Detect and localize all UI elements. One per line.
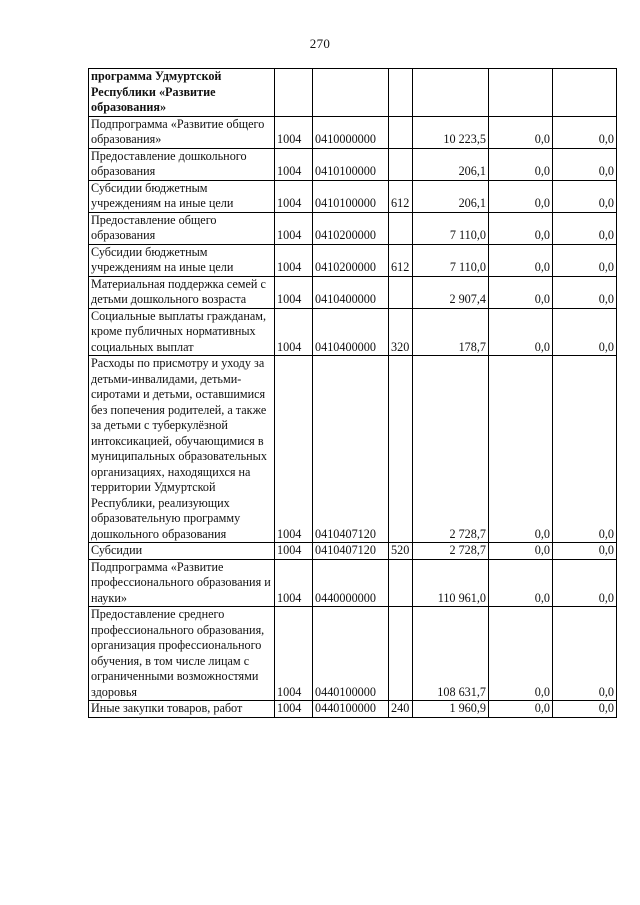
row-section-cell: 1004	[275, 244, 313, 276]
row-target-cell: 0410100000	[313, 180, 389, 212]
row-section-cell: 1004	[275, 148, 313, 180]
row-section-cell: 1004	[275, 543, 313, 560]
row-amount-1-cell	[413, 69, 489, 117]
row-section-cell: 1004	[275, 356, 313, 543]
row-amount-2-cell: 0,0	[489, 559, 553, 607]
row-section-cell: 1004	[275, 212, 313, 244]
row-amount-2-cell: 0,0	[489, 180, 553, 212]
row-amount-1-cell: 178,7	[413, 308, 489, 356]
row-amount-3-cell: 0,0	[553, 356, 617, 543]
row-name-cell: Расходы по присмотру и уходу за детьми-инвалидами, детьми-сиротами и детьми, оставшимися без попечения родителей, а также за детьми с туберкулёзной интоксикацией, обучающимися в муниципальных образовательных организациях, находящихся на территории Удмуртской Республики, реализующих образовательную программу дошкольного образования	[89, 356, 275, 543]
row-section-cell: 1004	[275, 701, 313, 718]
row-name-cell: Предоставление общего образования	[89, 212, 275, 244]
row-amount-3-cell: 0,0	[553, 116, 617, 148]
row-target-cell: 0410200000	[313, 212, 389, 244]
row-name-cell: Иные закупки товаров, работ	[89, 701, 275, 718]
row-kind-cell	[389, 116, 413, 148]
row-amount-3-cell: 0,0	[553, 559, 617, 607]
row-amount-1-cell: 1 960,9	[413, 701, 489, 718]
row-amount-1-cell: 2 907,4	[413, 276, 489, 308]
row-section-cell: 1004	[275, 276, 313, 308]
row-section-cell: 1004	[275, 559, 313, 607]
row-name-cell: Субсидии	[89, 543, 275, 560]
row-amount-2-cell	[489, 69, 553, 117]
table-row	[89, 543, 617, 560]
table-row	[89, 212, 617, 244]
row-amount-3-cell: 0,0	[553, 276, 617, 308]
row-target-cell: 0410400000	[313, 308, 389, 356]
row-amount-2-cell: 0,0	[489, 148, 553, 180]
row-amount-1-cell: 2 728,7	[413, 543, 489, 560]
row-section-cell: 1004	[275, 116, 313, 148]
row-kind-cell: 612	[389, 180, 413, 212]
row-amount-1-cell: 7 110,0	[413, 244, 489, 276]
row-name-cell: Предоставление среднего профессионального образования, организация профессионального обучения, в том числе лицам с ограниченными возможностями здоровья	[89, 607, 275, 701]
table-row	[89, 701, 617, 718]
row-section-cell: 1004	[275, 607, 313, 701]
budget-table	[88, 68, 617, 718]
table-row	[89, 276, 617, 308]
row-name-cell: Материальная поддержка семей с детьми дошкольного возраста	[89, 276, 275, 308]
row-target-cell	[313, 69, 389, 117]
row-target-cell: 0410000000	[313, 116, 389, 148]
row-amount-2-cell: 0,0	[489, 244, 553, 276]
row-kind-cell	[389, 356, 413, 543]
row-kind-cell	[389, 212, 413, 244]
row-name-cell: Субсидии бюджетным учреждениям на иные цели	[89, 244, 275, 276]
row-amount-2-cell: 0,0	[489, 276, 553, 308]
row-section-cell: 1004	[275, 308, 313, 356]
row-kind-cell: 320	[389, 308, 413, 356]
row-name-cell: Подпрограмма «Развитие общего образования»	[89, 116, 275, 148]
row-amount-2-cell: 0,0	[489, 116, 553, 148]
table-row	[89, 148, 617, 180]
row-name-cell: Подпрограмма «Развитие профессионального образования и науки»	[89, 559, 275, 607]
row-amount-1-cell: 10 223,5	[413, 116, 489, 148]
row-amount-3-cell: 0,0	[553, 701, 617, 718]
row-amount-2-cell: 0,0	[489, 701, 553, 718]
table-row	[89, 308, 617, 356]
row-amount-1-cell: 206,1	[413, 148, 489, 180]
row-amount-3-cell: 0,0	[553, 244, 617, 276]
table-row	[89, 607, 617, 701]
row-amount-2-cell: 0,0	[489, 607, 553, 701]
row-amount-3-cell	[553, 69, 617, 117]
row-section-cell	[275, 69, 313, 117]
row-amount-1-cell: 2 728,7	[413, 356, 489, 543]
row-kind-cell	[389, 276, 413, 308]
row-amount-3-cell: 0,0	[553, 543, 617, 560]
row-amount-2-cell: 0,0	[489, 212, 553, 244]
row-kind-cell	[389, 559, 413, 607]
row-kind-cell: 240	[389, 701, 413, 718]
row-name-cell: Предоставление дошкольного образования	[89, 148, 275, 180]
row-name-cell: Субсидии бюджетным учреждениям на иные цели	[89, 180, 275, 212]
table-row	[89, 356, 617, 543]
row-target-cell: 0410407120	[313, 356, 389, 543]
page-number: 270	[309, 36, 331, 51]
row-amount-3-cell: 0,0	[553, 148, 617, 180]
row-section-cell: 1004	[275, 180, 313, 212]
row-amount-3-cell: 0,0	[553, 212, 617, 244]
row-target-cell: 0440000000	[313, 559, 389, 607]
table-row	[89, 244, 617, 276]
row-target-cell: 0440100000	[313, 607, 389, 701]
row-target-cell: 0410100000	[313, 148, 389, 180]
row-kind-cell: 612	[389, 244, 413, 276]
row-target-cell: 0410200000	[313, 244, 389, 276]
row-name-cell: программа Удмуртской Республики «Развитие образования»	[89, 69, 275, 117]
table-row	[89, 116, 617, 148]
row-amount-2-cell: 0,0	[489, 308, 553, 356]
row-kind-cell	[389, 69, 413, 117]
table-row	[89, 69, 617, 117]
row-kind-cell	[389, 148, 413, 180]
row-name-cell: Социальные выплаты гражданам, кроме публичных нормативных социальных выплат	[89, 308, 275, 356]
row-amount-1-cell: 7 110,0	[413, 212, 489, 244]
row-amount-1-cell: 108 631,7	[413, 607, 489, 701]
row-target-cell: 0410400000	[313, 276, 389, 308]
row-amount-3-cell: 0,0	[553, 607, 617, 701]
row-amount-3-cell: 0,0	[553, 180, 617, 212]
table-body	[89, 69, 617, 718]
row-kind-cell	[389, 607, 413, 701]
table-row	[89, 180, 617, 212]
row-amount-2-cell: 0,0	[489, 356, 553, 543]
row-amount-1-cell: 110 961,0	[413, 559, 489, 607]
row-amount-1-cell: 206,1	[413, 180, 489, 212]
row-target-cell: 0440100000	[313, 701, 389, 718]
row-kind-cell: 520	[389, 543, 413, 560]
row-amount-2-cell: 0,0	[489, 543, 553, 560]
table-row	[89, 559, 617, 607]
row-target-cell: 0410407120	[313, 543, 389, 560]
row-amount-3-cell: 0,0	[553, 308, 617, 356]
